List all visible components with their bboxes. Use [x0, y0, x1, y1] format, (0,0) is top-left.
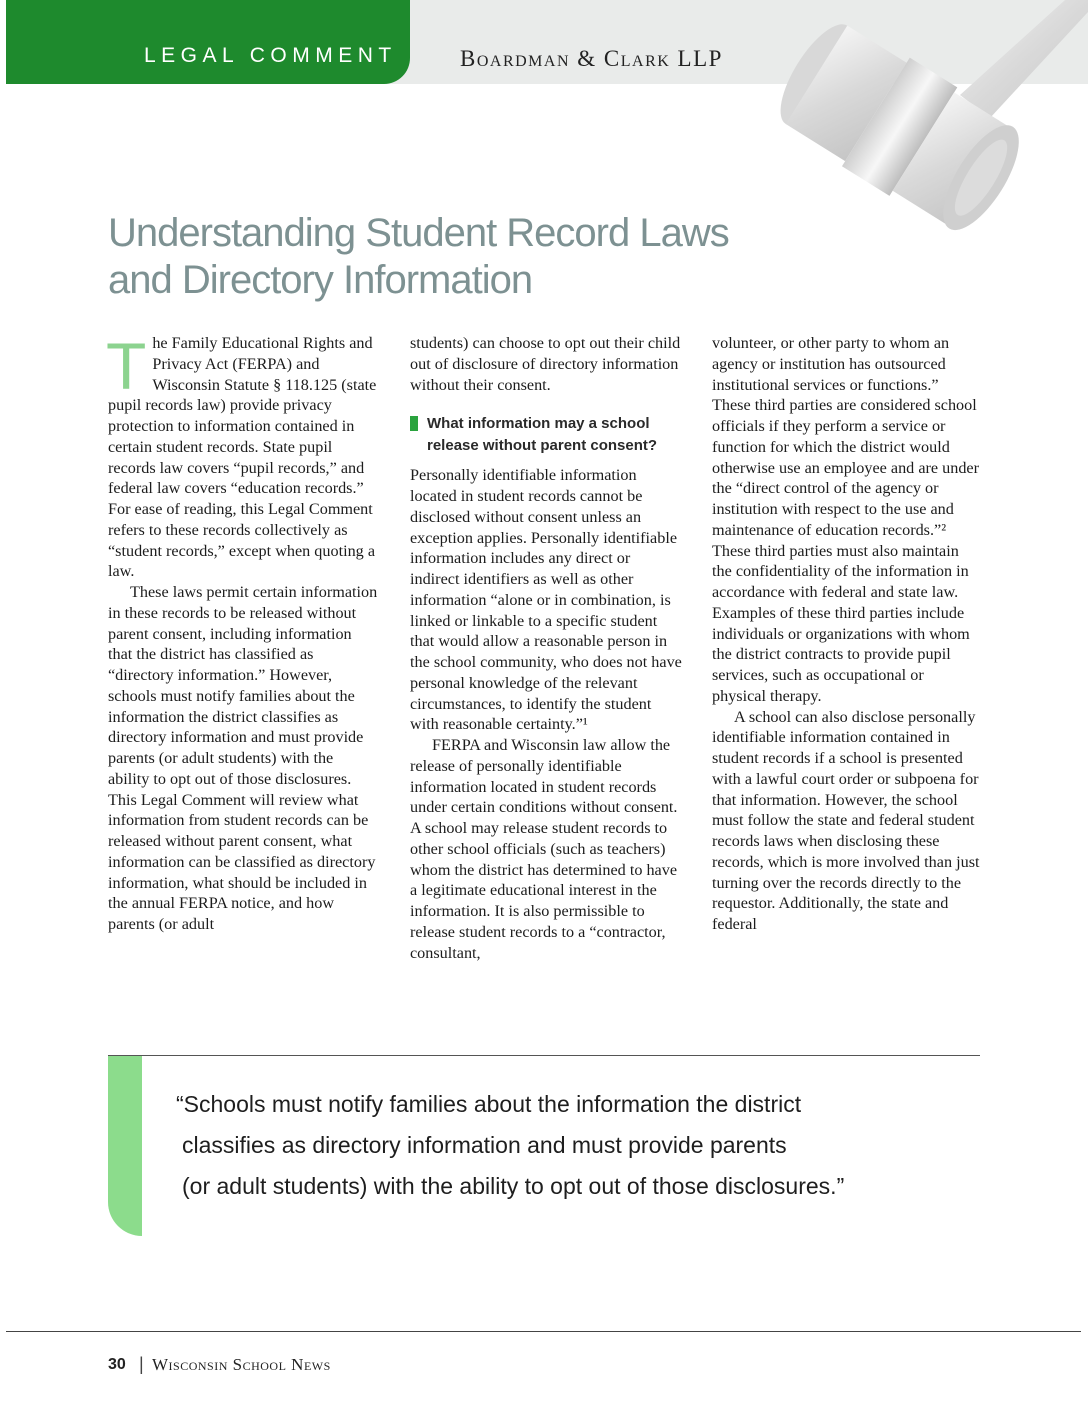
pull-quote-line: (or adult students) with the ability to opt out of those disclosures.”: [182, 1173, 845, 1199]
section-tab: [6, 0, 410, 84]
section-label: LEGAL COMMENT: [144, 44, 397, 67]
paragraph: [106, 329, 378, 582]
firm-name: Boardman & Clark LLP: [460, 46, 723, 71]
paragraph: volunteer, or other party to whom an agency or institution has outsourced institutional services or functions.” These third parties are considered school officials if they perform a service or function for which the district would otherwise use an employee and are under the “direct control of the agency or institution with respect to the use and maintenance of education records.”² These third parties must also maintain the confidentiality of the information in accordance with federal and state law. Examples of these third parties include individuals or organizations with whom the district contracts to provide pupil services, such as occupational or physical therapy.: [712, 334, 979, 705]
paragraph: FERPA and Wisconsin law allow the release of personally identifiable information located in student records under certain conditions without consent. A school may release student records to other school officials (such as teachers) whom the district has determined to have a legitimate educational interest in the information. It is also permissible to release student records to a “contractor, consultant,: [410, 736, 678, 962]
section-subhead: [410, 413, 682, 456]
body-column-1: [106, 329, 378, 935]
page-number: 30: [108, 1356, 126, 1373]
pull-quote-line: “Schools must notify families about the information the district: [176, 1091, 802, 1117]
pull-quote-line: classifies as directory information and must provide parents: [182, 1132, 787, 1158]
paragraph: A school can also disclose personally identifiable information contained in student records if a school is presented with a lawful court order or subpoena for that information. However, the school must follow the state and federal student records laws when disclosing these records, which is more involved than just turning over the records directly to the requestor. Additionally, the state and federal: [712, 707, 980, 933]
title-line-1: Understanding Student Record Laws: [108, 211, 729, 255]
title-line-2: and Directory Information: [108, 258, 533, 302]
paragraph-text: he Family Educational Rights and Privacy Act (FERPA) and Wisconsin Statute § 118.125 (state pupil records law) provide privacy protection to information contained in certain student records. State pupil records law covers “pupil records,” and federal law covers “education records.” For ease of reading, this Legal Comment refers to these records collectively as “student records,” except when quoting a law.: [108, 334, 377, 581]
subhead-text: What information may a school release without parent consent?: [427, 415, 658, 454]
article-title: [108, 210, 788, 304]
body-column-3: [712, 333, 980, 935]
paragraph: Personally identifiable information located in student records cannot be disclosed without consent unless an exception applies. Personally identifiable information includes any direct or indirect identifiers as well as other information “alone or in combination, is linked or linkable to a specific student that would allow a reasonable person in the school community, who does not have personal knowledge of the relevant circumstances, to identify the student with reasonable certainty.”¹: [410, 466, 682, 734]
footer-rule: [6, 1331, 1081, 1332]
paragraph: students) can choose to opt out their child out of disclosure of directory information without their consent.: [410, 334, 681, 394]
pull-quote-rule: [108, 1055, 980, 1056]
paragraph: These laws permit certain information in these records to be released without parent consent, including information that the district has classified as “directory information.” However, schools must notify families about the information the district classifies as directory information and must provide parents (or adult students) with the ability to opt out of those disclosures. This Legal Comment will review what information from student records can be released without parent consent, what information can be classified as directory information, what should be included in the annual FERPA notice, and how parents (or adult: [108, 583, 378, 933]
subhead-marker-icon: [410, 416, 418, 431]
pull-quote: [176, 1084, 956, 1207]
body-column-2: [410, 333, 682, 963]
publication-name: Wisconsin School News: [152, 1355, 331, 1374]
pull-quote-accent-bar: [108, 1056, 142, 1236]
drop-cap: T: [106, 329, 147, 403]
footer-separator: |: [139, 1354, 144, 1374]
